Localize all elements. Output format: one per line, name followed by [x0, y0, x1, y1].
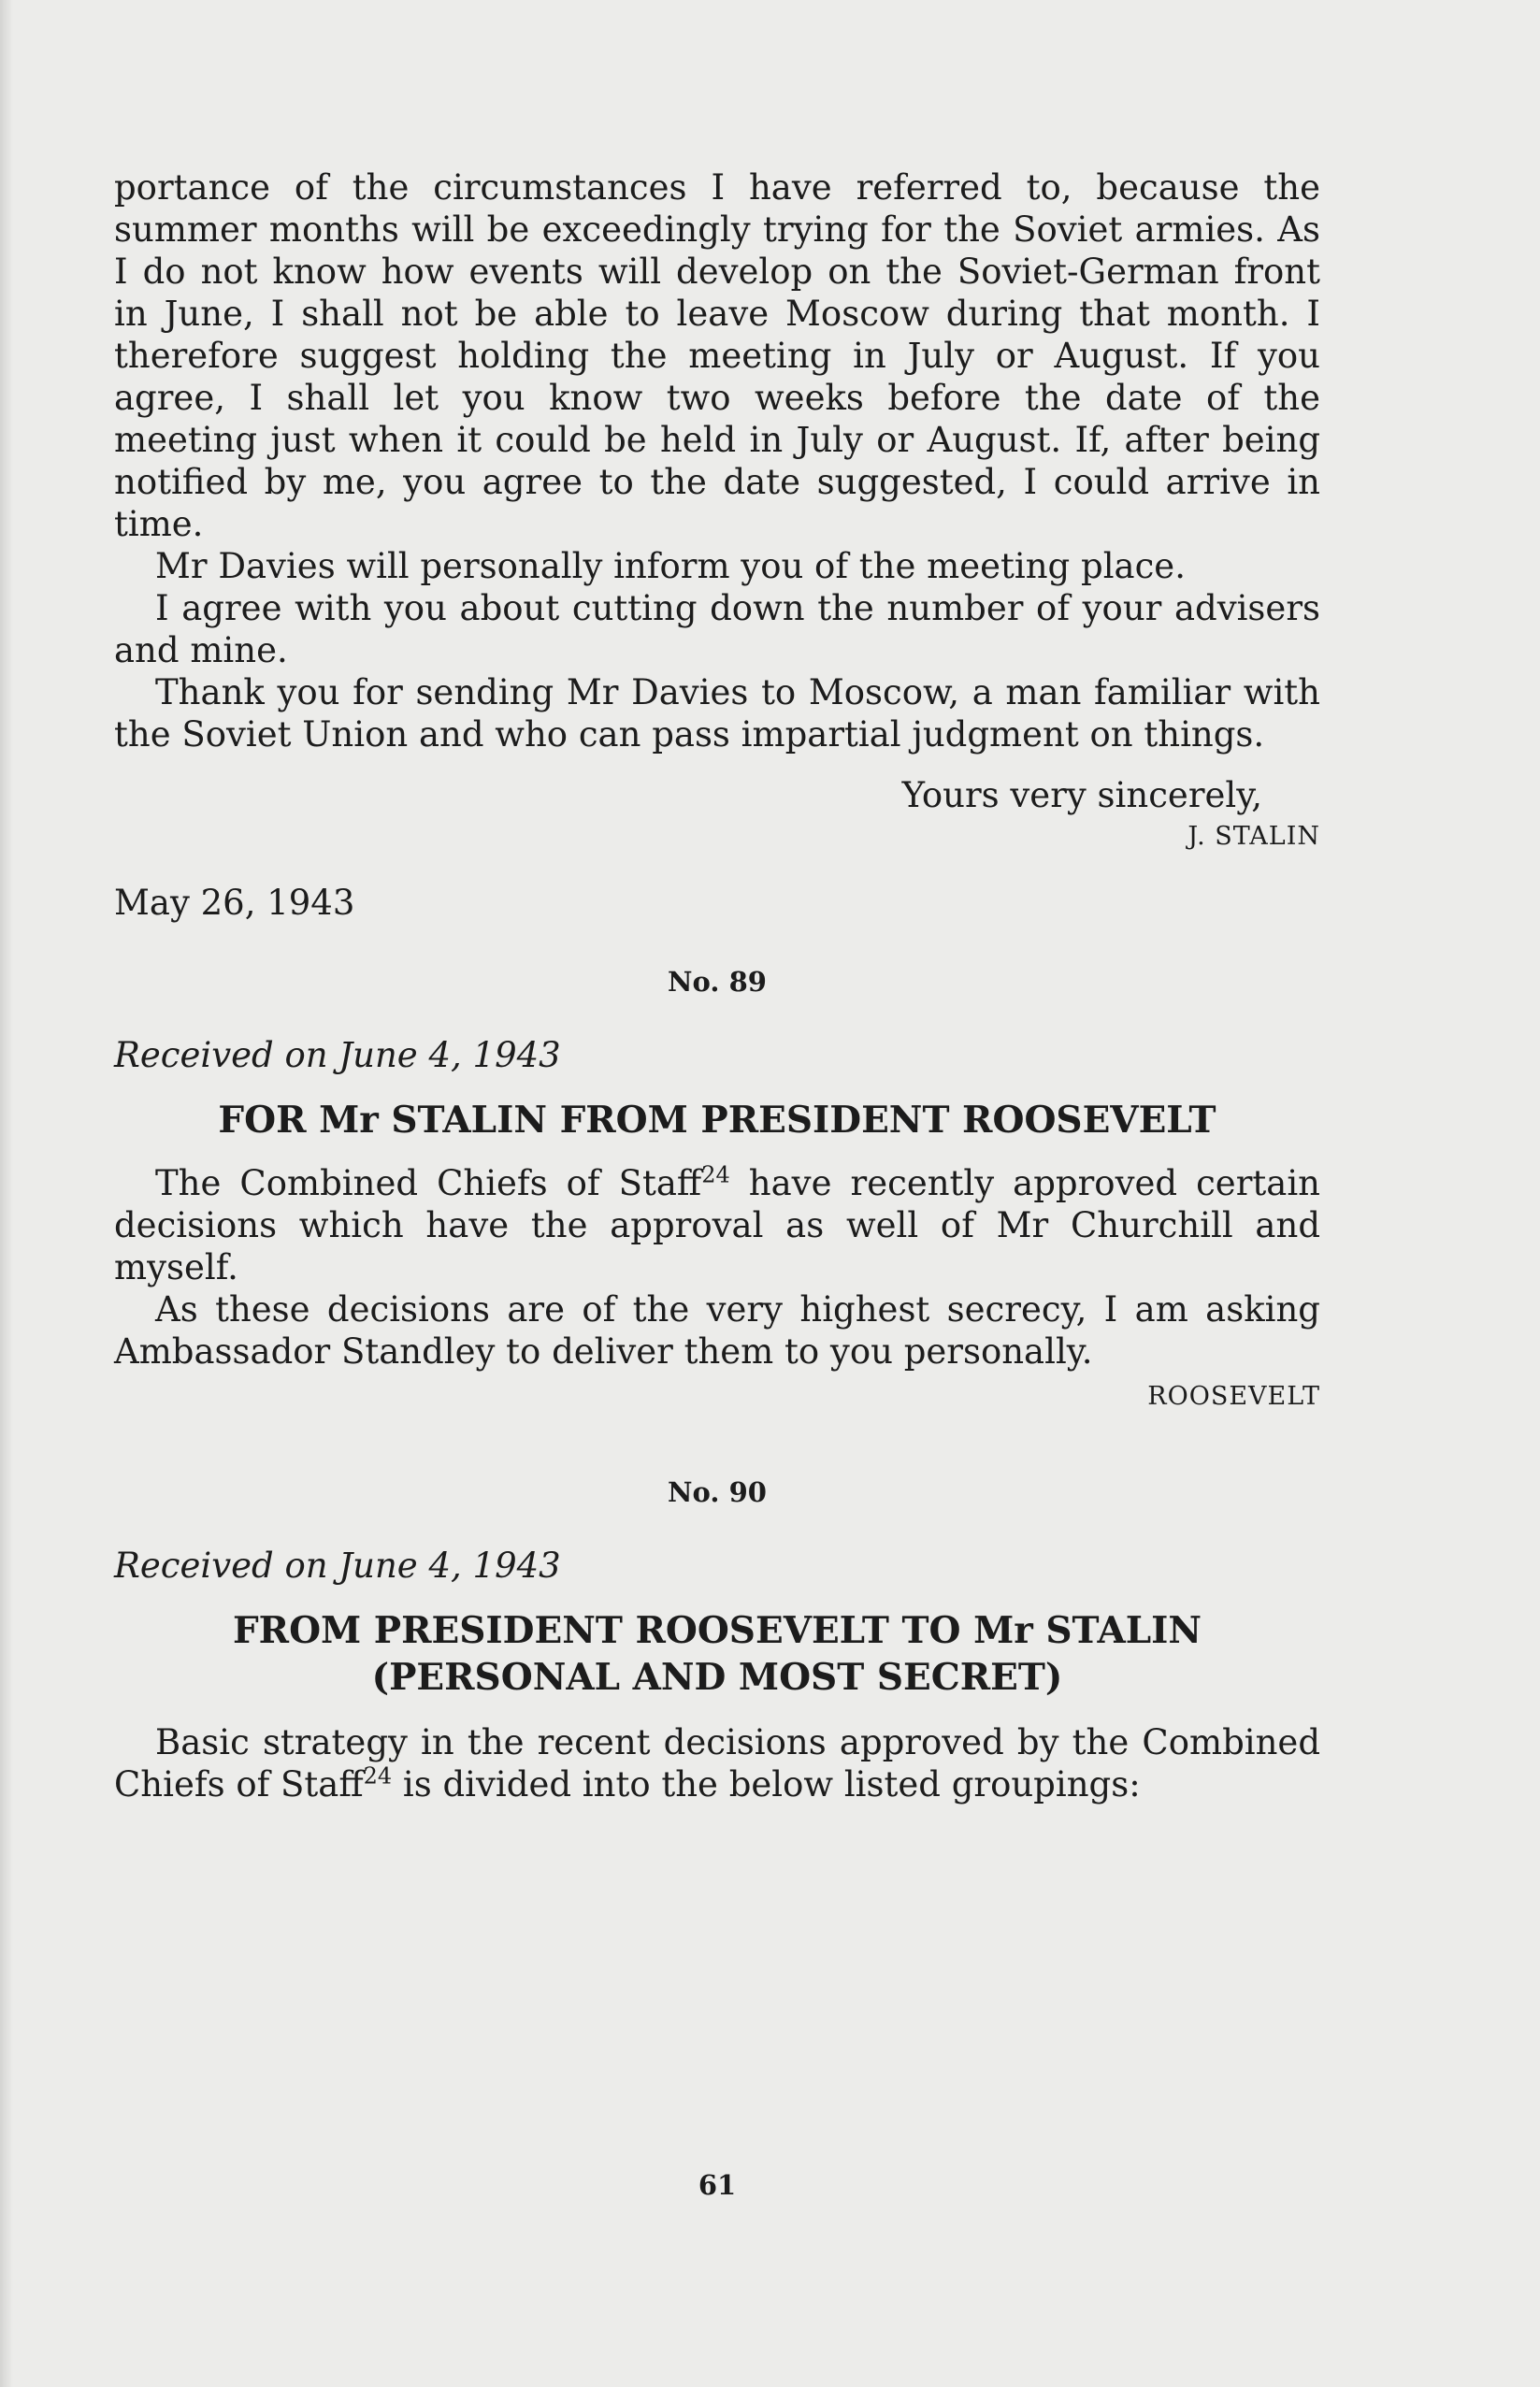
- letter88-paragraph-3: I agree with you about cutting down the number of your advisers and mine.: [114, 588, 1320, 670]
- letter89-paragraph-2: As these decisions are of the very highest secrecy, I am asking Ambassador Standley to deliver them to you personally.: [114, 1289, 1320, 1372]
- letter90-received: Received on June 4, 1943: [114, 1546, 561, 1586]
- page-edge: [0, 0, 13, 2387]
- letter89-heading: FOR Mr STALIN FROM PRESIDENT ROOSEVELT: [218, 1099, 1216, 1142]
- letter90-p1-text: Basic strategy in the recent decisions approved by the Combined Chiefs of Staff: [114, 1722, 1320, 1805]
- letter90-number: No. 90: [668, 1476, 767, 1508]
- footnote-ref-24: 24: [701, 1161, 730, 1188]
- letter89-p1-text-after: have recently approved certain decisions which have the approval as well of Mr Churchill and myself.: [114, 1163, 1320, 1287]
- letter89-number: No. 89: [668, 966, 767, 998]
- letter89-signature: ROOSEVELT: [1147, 1382, 1320, 1411]
- letter88-paragraph-2: Mr Davies will personally inform you of the meeting place.: [155, 546, 1186, 586]
- letter88-paragraph-4: Thank you for sending Mr Davies to Moscow, a man familiar with the Soviet Union and who can pass impartial judgment on things.: [114, 672, 1320, 755]
- letter88-signature: J. STALIN: [1187, 822, 1320, 851]
- letter90-p1-text-after: is divided into the below listed groupings:: [392, 1764, 1141, 1805]
- footnote-ref-24: 24: [363, 1762, 393, 1790]
- letter90-paragraph-1: [114, 1721, 1320, 1805]
- letter89-paragraph-1: [114, 1162, 1320, 1288]
- page-number: 61: [698, 2169, 737, 2201]
- letter90-heading-line-1: FROM PRESIDENT ROOSEVELT TO Mr STALIN: [232, 1609, 1202, 1652]
- document-page: [114, 166, 1320, 1805]
- letter88-date: May 26, 1943: [114, 883, 355, 923]
- letter90-heading-line-2: (PERSONAL AND MOST SECRET): [371, 1656, 1063, 1699]
- letter89-p1-text: The Combined Chiefs of Staff: [155, 1163, 702, 1203]
- letter89-received: Received on June 4, 1943: [114, 1035, 561, 1075]
- letter88-closing: Yours very sincerely,: [901, 775, 1262, 815]
- letter88-paragraph-1: portance of the circumstances I have referred to, because the summer months will be exceedingly trying for the Soviet armies. As I do not know how events will develop on the Soviet-German front in June, I shall not be able to leave Moscow during that month. I therefore suggest holding the meeting in July or August. If you agree, I shall let you know two weeks before the date of the meeting just when it could be held in July or August. If, after being notified by me, you agree to the date suggested, I could arrive in time.: [114, 167, 1320, 544]
